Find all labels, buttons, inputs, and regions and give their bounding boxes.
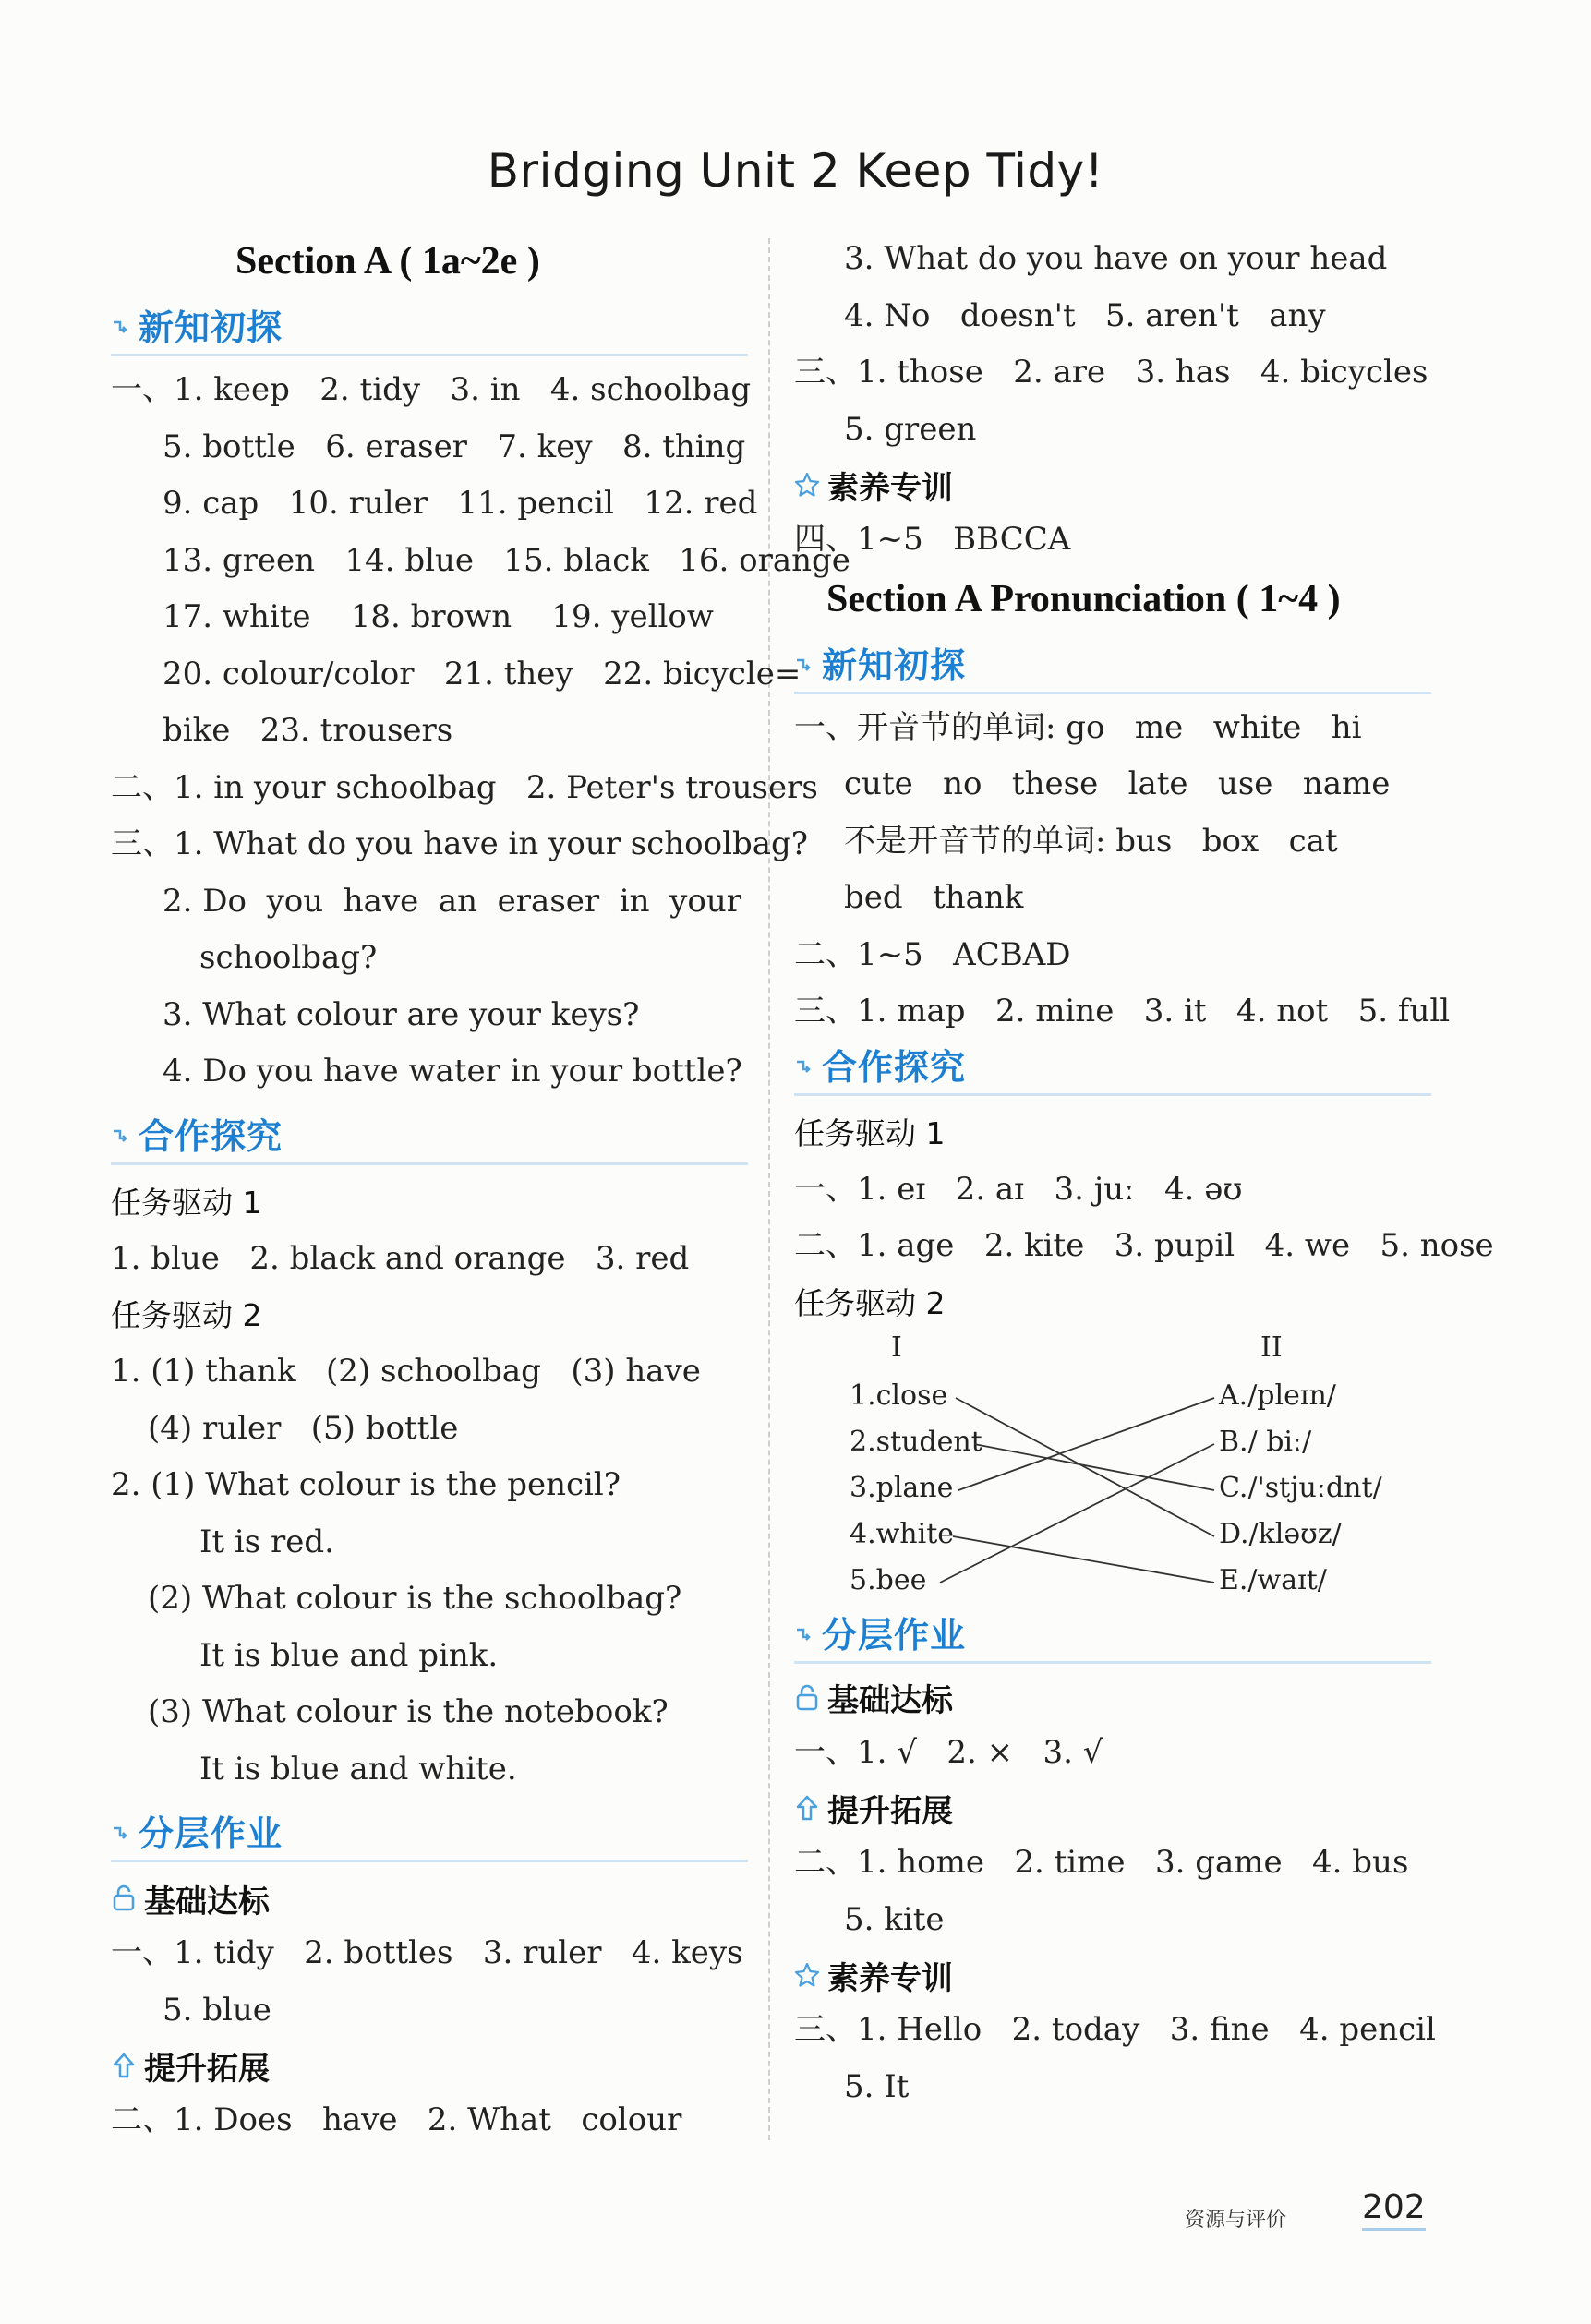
answer-line: 3. What do you have on your head — [844, 240, 1388, 277]
match-lines — [794, 1331, 1431, 1608]
sub-banner-suyang — [794, 458, 1431, 512]
banner-icon — [111, 1824, 129, 1848]
answer-line: 二、1. home 2. time 3. game 4. bus — [794, 1844, 1409, 1881]
sub-banner-label: 素养专训 — [827, 469, 953, 507]
matching-exercise — [794, 1331, 1431, 1608]
answer-line: It is blue and white. — [199, 1750, 517, 1788]
answer-line: 不是开音节的单词: bus box cat — [844, 822, 1338, 860]
banner-icon — [794, 1058, 813, 1082]
banner-label: 合作探究 — [822, 1046, 967, 1088]
match-right-item: B./ biː/ — [1219, 1425, 1312, 1458]
answer-line: It is red. — [199, 1523, 334, 1560]
banner-xinzhi — [111, 292, 748, 356]
answer-line: 1. (1) thank (2) schoolbag (3) have — [111, 1353, 701, 1390]
right-column — [794, 231, 1494, 2115]
match-right-item: C./'stjuːdnt/ — [1219, 1471, 1382, 1504]
task-label: 任务驱动 1 — [111, 1184, 262, 1221]
star-icon — [794, 471, 820, 499]
page-number: 202 — [1362, 2188, 1426, 2231]
sub-banner-jichu — [111, 1872, 748, 1925]
match-col-header: II — [1260, 1331, 1283, 1364]
banner-hezuo — [794, 1041, 1431, 1096]
answer-line: 二、1. in your schoolbag 2. Peter's trousers — [111, 768, 818, 806]
answer-line: 4. Do you have water in your bottle? — [163, 1053, 742, 1090]
match-left-item: 2.student — [850, 1425, 982, 1458]
sub-banner-suyang — [794, 1948, 1431, 2002]
match-right-item: E./waɪt/ — [1219, 1563, 1327, 1596]
answer-line: 9. cap 10. ruler 11. pencil 12. red — [163, 485, 758, 522]
lock-icon — [794, 1684, 820, 1712]
answer-line: bike 23. trousers — [163, 712, 453, 749]
sub-banner-label: 素养专训 — [827, 1959, 953, 1997]
arrow-up-icon — [111, 2052, 137, 2079]
answer-line: 三、1. those 2. are 3. has 4. bicycles — [794, 354, 1428, 391]
answer-line: 3. What colour are your keys? — [163, 995, 640, 1033]
answer-line: 2. (1) What colour is the pencil? — [111, 1466, 621, 1503]
page-title: Bridging Unit 2 Keep Tidy! — [487, 144, 1104, 198]
banner-label: 分层作业 — [822, 1614, 967, 1656]
answer-line: 5. It — [844, 2067, 910, 2105]
answer-line: 4. No doesn't 5. aren't any — [844, 296, 1326, 334]
match-line — [953, 1536, 1214, 1583]
banner-icon — [794, 1626, 813, 1650]
footer-label: 资源与评价 — [1185, 2209, 1287, 2232]
section-title: Section A Pronunciation ( 1~4 ) — [826, 577, 1341, 620]
answer-line: 一、开音节的单词: go me white hi — [794, 708, 1362, 746]
answer-line: 5. green — [844, 410, 977, 448]
answer-line: 三、1. Hello 2. today 3. fine 4. pencil — [794, 2011, 1436, 2048]
sub-banner-jichu — [794, 1671, 1431, 1725]
banner-label: 分层作业 — [139, 1813, 283, 1854]
answer-line: 三、1. What do you have in your schoolbag? — [111, 825, 809, 862]
banner-icon — [111, 1127, 129, 1151]
arrow-up-icon — [794, 1794, 820, 1822]
answer-line: 5. bottle 6. eraser 7. key 8. thing — [163, 427, 746, 465]
sub-banner-tisheng — [794, 1781, 1431, 1835]
banner-hezuo — [111, 1101, 748, 1165]
match-left-item: 5.bee — [850, 1563, 927, 1596]
match-line — [958, 1398, 1214, 1490]
match-left-item: 4.white — [850, 1517, 955, 1550]
sub-banner-label: 基础达标 — [144, 1883, 270, 1921]
banner-icon — [794, 656, 813, 680]
banner-fenceng — [794, 1608, 1431, 1664]
answer-line: 一、1. keep 2. tidy 3. in 4. schoolbag — [111, 371, 752, 408]
answer-line: It is blue and pink. — [199, 1636, 499, 1674]
match-right-item: A./pleɪn/ — [1219, 1379, 1336, 1412]
sub-banner-label: 提升拓展 — [144, 2050, 270, 2088]
answer-line: 一、1. eɪ 2. aɪ 3. juː 4. əʊ — [794, 1170, 1243, 1208]
banner-fenceng — [111, 1798, 748, 1862]
match-line — [974, 1444, 1214, 1490]
answer-line: 一、1. tidy 2. bottles 3. ruler 4. keys — [111, 1934, 743, 1971]
answer-line: 13. green 14. blue 15. black 16. orange — [163, 541, 850, 579]
answer-line: 2. Do you have an eraser in your — [163, 882, 741, 920]
banner-label: 合作探究 — [139, 1115, 283, 1157]
banner-xinzhi — [794, 630, 1431, 694]
answer-line: 四、1~5 BBCCA — [794, 521, 1071, 558]
answer-line: 二、1. age 2. kite 3. pupil 4. we 5. nose — [794, 1227, 1494, 1264]
sub-banner-label: 提升拓展 — [827, 1792, 953, 1830]
match-right-item: D./kləʊz/ — [1219, 1517, 1342, 1550]
answer-line: 二、1~5 ACBAD — [794, 935, 1071, 973]
answer-line: schoolbag? — [199, 939, 378, 976]
answer-line: 一、1. √ 2. × 3. √ — [794, 1733, 1103, 1771]
banner-label: 新知初探 — [822, 644, 967, 686]
match-line — [940, 1444, 1214, 1583]
answer-line: (4) ruler (5) bottle — [148, 1409, 459, 1447]
sub-banner-tisheng — [111, 2039, 748, 2092]
left-column — [111, 231, 850, 2149]
match-left-item: 3.plane — [850, 1471, 954, 1504]
answer-line: bed thank — [844, 879, 1024, 916]
task-label: 任务驱动 2 — [794, 1284, 946, 1321]
match-left-item: 1.close — [850, 1379, 948, 1412]
task-label: 任务驱动 2 — [111, 1297, 262, 1333]
answer-line: (3) What colour is the notebook? — [148, 1693, 669, 1730]
task-label: 任务驱动 1 — [794, 1114, 946, 1151]
answer-line: 5. kite — [844, 1900, 945, 1938]
banner-label: 新知初探 — [139, 307, 283, 348]
lock-icon — [111, 1884, 137, 1912]
answer-line: cute no these late use name — [844, 765, 1391, 802]
answer-line: 20. colour/color 21. they 22. bicycle= — [163, 655, 802, 692]
sub-banner-label: 基础达标 — [827, 1682, 953, 1719]
banner-icon — [111, 319, 129, 343]
column-divider — [768, 238, 770, 2140]
answer-line: 二、1. Does have 2. What colour — [111, 2101, 682, 2138]
star-icon — [794, 1961, 820, 1989]
answer-line: (2) What colour is the schoolbag? — [148, 1580, 682, 1617]
answer-line: 三、1. map 2. mine 3. it 4. not 5. full — [794, 993, 1451, 1030]
answer-line: 1. blue 2. black and orange 3. red — [111, 1239, 690, 1277]
answer-line: 17. white 18. brown 19. yellow — [163, 598, 714, 635]
section-title: Section A ( 1a~2e ) — [235, 240, 540, 283]
answer-line: 5. blue — [163, 1991, 271, 2029]
match-col-header: I — [891, 1331, 902, 1364]
match-line — [956, 1398, 1214, 1536]
